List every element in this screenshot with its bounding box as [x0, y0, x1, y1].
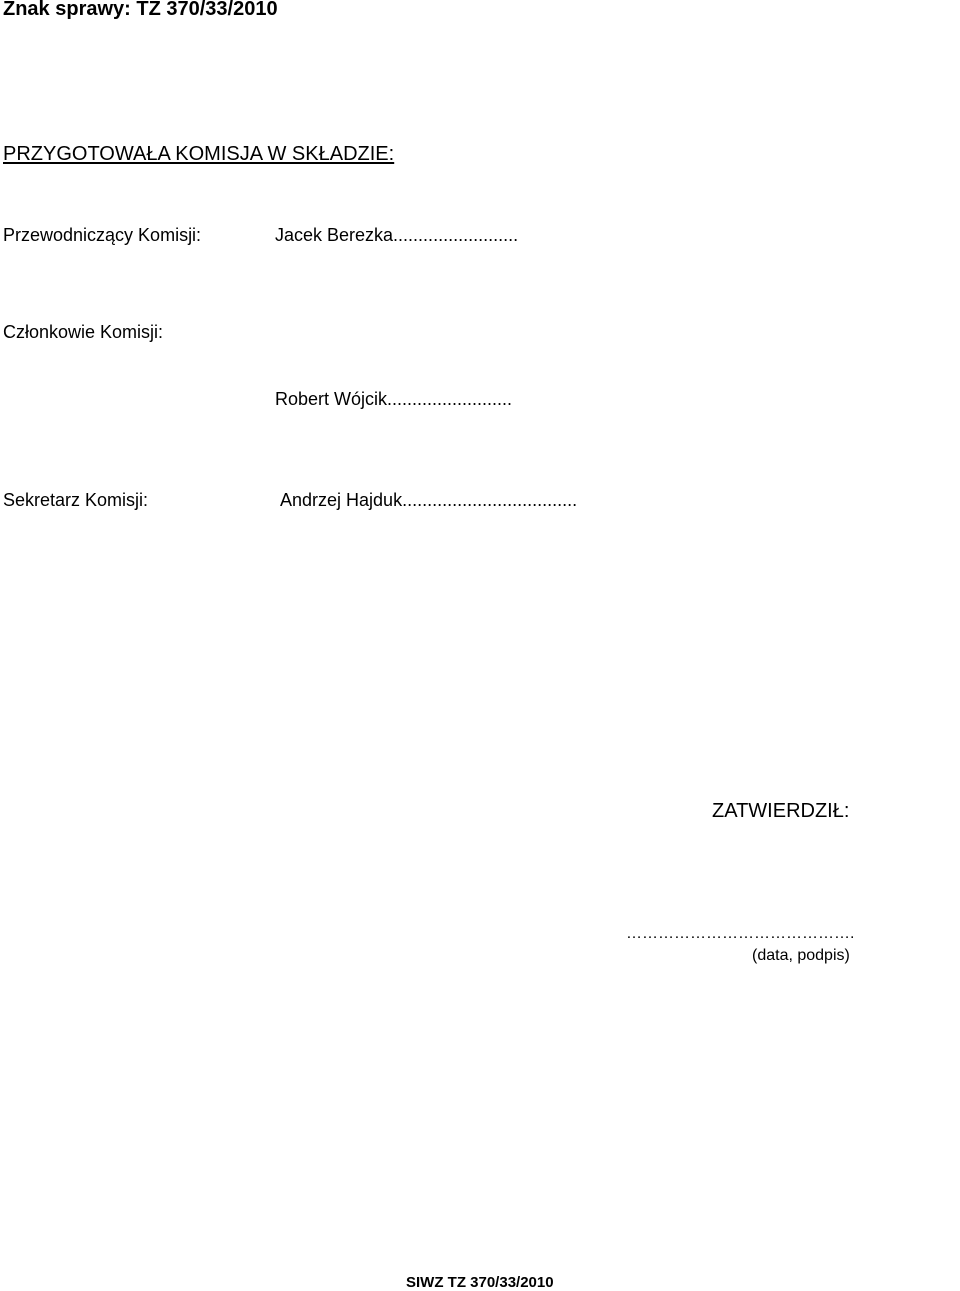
chair-name: Jacek Berezka......................... [275, 225, 519, 245]
secretary-label: Sekretarz Komisji: [3, 490, 149, 510]
chair-label: Przewodniczący Komisji: [3, 225, 202, 245]
signature-caption: (data, podpis) [752, 947, 850, 964]
members-label: Członkowie Komisji: [3, 322, 164, 342]
footer-reference: SIWZ TZ 370/33/2010 [406, 1274, 554, 1291]
approval-heading: ZATWIERDZIŁ: [712, 800, 850, 822]
case-reference: Znak sprawy: TZ 370/33/2010 [3, 0, 278, 20]
secretary-name: Andrzej Hajduk................................... [280, 490, 578, 510]
committee-heading: PRZYGOTOWAŁA KOMISJA W SKŁADZIE: [3, 143, 395, 165]
signature-line: ……………………………………. [626, 925, 855, 942]
member-name: Robert Wójcik......................... [275, 389, 513, 409]
